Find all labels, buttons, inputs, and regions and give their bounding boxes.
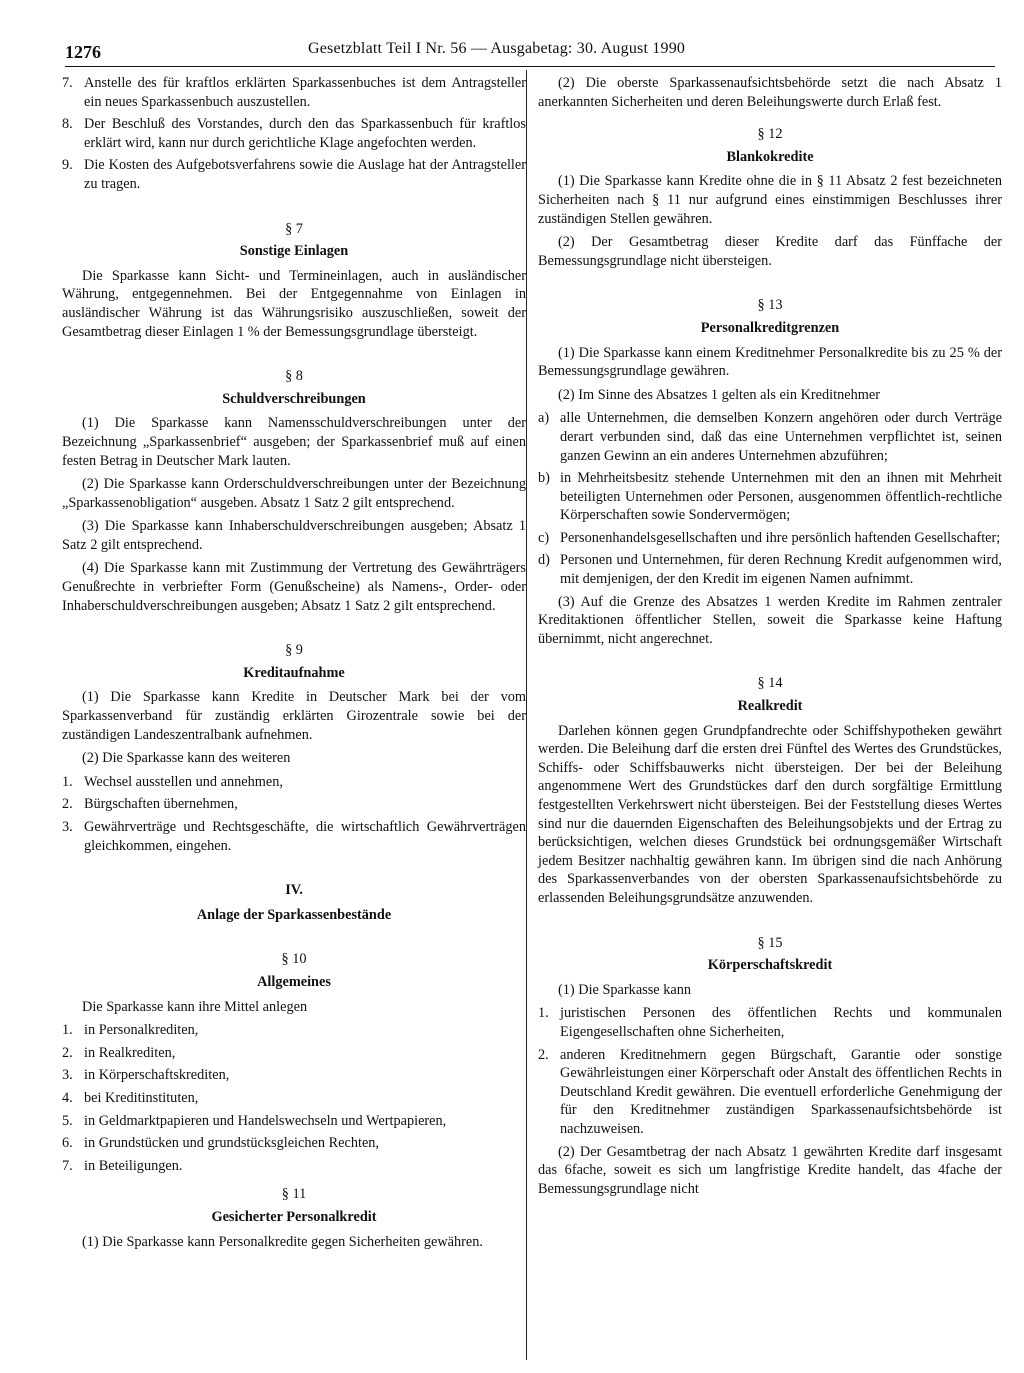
list-item: 7. Anstelle des für kraftlos erklärten Sparkassenbuches ist dem Antragsteller ein neues Sparkassenbuch auszustellen.	[62, 75, 526, 110]
paragraph: (1) Die Sparkasse kann einem Kreditnehmer Personalkredite bis zu 25 % der Bemessungsgrundlage gewähren.	[538, 344, 1002, 380]
paragraph: (2) Der Gesamtbetrag der nach Absatz 1 gewährten Kredite darf insgesamt das 6fache, soweit es sich um langfristige Kredite handelt, das 4fache der Bemessungsgrundlage nicht	[538, 1143, 1002, 1197]
section-title: Blankokredite	[726, 148, 814, 165]
list-item: 5. in Geldmarktpapieren und Handelswechseln und Wertpapieren,	[62, 1112, 447, 1129]
list-item: 1. juristischen Personen des öffentlichen Rechts und kommunalen Eigengesellschaften ohne Sicherheiten,	[538, 1005, 1002, 1040]
section-number: § 13	[757, 297, 783, 314]
list-item: 4. bei Kreditinstituten,	[62, 1089, 199, 1106]
list-item: 9. Die Kosten des Aufgebotsverfahrens sowie die Auslage hat der Antragsteller zu tragen.	[62, 157, 526, 192]
section-title: Gesicherter Personalkredit	[211, 1208, 377, 1225]
section-title: Sonstige Einlagen	[239, 243, 349, 260]
list-item: 8. Der Beschluß des Vorstandes, durch den das Sparkassenbuch für kraftlos erklärt wird, kann nur durch gerichtliche Klage angefochten werden.	[62, 116, 526, 151]
paragraph: (2) Die Sparkasse kann Orderschuldverschreibungen unter der Bezeichnung „Sparkassenobligation“ ausgeben. Absatz 1 Satz 2 gilt entsprechend.	[62, 476, 526, 511]
page-header	[65, 34, 995, 66]
paragraph: (2) Die Sparkasse kann des weiteren	[82, 750, 291, 767]
right-column	[538, 74, 1002, 1203]
paragraph: Darlehen können gegen Grundpfandrechte oder Schiffshypotheken gewährt werden. Die Beleihung darf die ersten drei Fünftel des Wertes des Grundstückes, Schiffs- oder Schiffsbauwerks nicht übersteigen. Der bei der Beleihung angenommene Wert des Grundstückes darf den durch sorgfältige Ermittlung festgestellten Verkehrswert nicht übersteigen. Bei der Feststellung dieses Wertes sind nur die dauernden Eigenschaften des Beleihungsobjekts und der Ertrag zu berücksichtigen, welchen dieses Grundstück bei ordnungsgemäßer Wirtschaft jedem Besitzer nachhaltig gewähren kann. Im übrigen sind die nach Anhörung des Sparkassenverbandes von der obersten Sparkassenaufsichtsbehörde zu erlassenden Beleihungsgrundsätze anzuwenden.	[538, 722, 1002, 906]
section-title: Schuldverschreibungen	[222, 390, 366, 407]
column-divider	[526, 70, 527, 1360]
paragraph: (3) Die Sparkasse kann Inhaberschuldverschreibungen ausgeben; Absatz 1 Satz 2 gilt entsprechend.	[62, 518, 526, 553]
list-item: 6. in Grundstücken und grundstücksgleichen Rechten,	[62, 1135, 380, 1152]
list-item: c) Personenhandelsgesellschaften und ihre persönlich haftenden Gesellschafter;	[538, 529, 1001, 546]
header-rule	[65, 66, 995, 67]
list-item: 1. in Personalkrediten,	[62, 1022, 199, 1039]
list-item: 2. anderen Kreditnehmern gegen Bürgschaft, Garantie oder sonstige Gewährleistungen einer Körperschaft oder Anstalt des öffentlichen Rechts in Deutschland Kredit gewähren. Die eventuell erforderliche Genehmigung der für den Kreditnehmer zuständigen Sparkassenaufsichtsbehörde ist nachzuweisen.	[538, 1046, 1002, 1137]
section-number: § 9	[285, 642, 303, 659]
paragraph: (2) Die oberste Sparkassenaufsichtsbehörde setzt die nach Absatz 1 anerkannten Sicherheiten und deren Beleihungswerte durch Erlaß fest.	[538, 75, 1002, 110]
paragraph: (2) Der Gesamtbetrag dieser Kredite darf das Fünffache der Bemessungsgrundlage nicht übersteigen.	[538, 234, 1002, 269]
paragraph: Die Sparkasse kann ihre Mittel anlegen	[82, 998, 308, 1015]
paragraph: (1) Die Sparkasse kann Kredite in Deutscher Mark bei der vom Sparkassenverband für zuständig erklärten Girozentrale sowie bei der zuständigen Landeszentralbank aufnehmen.	[62, 689, 526, 743]
list-item: 2. Bürgschaften übernehmen,	[62, 796, 238, 813]
page-number: 1276	[65, 42, 101, 62]
paragraph: (1) Die Sparkasse kann Kredite ohne die in § 11 Absatz 2 fest bezeichneten Sicherheiten nach § 11 nur aufgrund eines einstimmigen Beschlusses ihrer zuständigen Stellen gewähren.	[538, 173, 1002, 227]
list-item: 3. Gewährverträge und Rechtsgeschäfte, die wirtschaftlich Gewährverträgen gleichkommen, eingehen.	[62, 819, 526, 854]
list-item: 3. in Körperschaftskrediten,	[62, 1067, 230, 1084]
section-number: § 7	[285, 220, 303, 237]
paragraph: (2) Im Sinne des Absatzes 1 gelten als ein Kreditnehmer	[558, 386, 880, 403]
paragraph: (1) Die Sparkasse kann	[558, 981, 692, 998]
section-title: Personalkreditgrenzen	[700, 319, 840, 336]
section-number: § 10	[281, 951, 307, 968]
list-item: d) Personen und Unternehmen, für deren Rechnung Kredit aufgenommen wird, mit demjenigen, der den Kredit im eigenen Namen aufnimmt.	[538, 552, 1002, 588]
section-number: § 8	[285, 368, 303, 385]
section-title: Allgemeines	[257, 973, 331, 990]
paragraph: Die Sparkasse kann Sicht- und Termineinlagen, auch in ausländischer Währung, entgegennehmen. Bei der Entgegennahme von Einlagen in ausländischer Währung ist das Währungsrisiko auszuschließen, soweit der Gesamtbetrag dieser Einlagen 1 % der Bemessungsgrundlage übersteigt.	[62, 267, 526, 340]
paragraph: (1) Die Sparkasse kann Namensschuldverschreibungen unter der Bezeichnung „Sparkassenbrief“ ausgeben; der Sparkassenbrief muß auf einen festen Betrag in Deutscher Mark lauten.	[62, 415, 526, 469]
section-title: Kreditaufnahme	[243, 664, 345, 681]
section-number: § 11	[281, 1186, 307, 1203]
paragraph: (4) Die Sparkasse kann mit Zustimmung der Vertretung des Gewährträgers Genußrechte in verbriefter Form (Genußscheine) als Namens-, Order- oder Inhaberschuldverschreibungen ausgeben; Absatz 1 Satz 2 gilt entsprechend.	[62, 560, 526, 614]
list-item: b) in Mehrheitsbesitz stehende Unternehmen mit den an ihnen mit Mehrheit beteiligten Unternehmen oder Personen, ausgenommen öffentlich-rechtliche Körperschaften sowie Sondervermögen;	[538, 470, 1002, 524]
section-number: § 14	[757, 675, 783, 692]
part-title: Anlage der Sparkassenbestände	[196, 906, 392, 923]
list-item: 1. Wechsel ausstellen und annehmen,	[62, 773, 283, 790]
section-number: § 12	[757, 126, 783, 143]
header-title: Gesetzblatt Teil I Nr. 56 — Ausgabetag: 30. August 1990	[308, 40, 686, 57]
paragraph: (1) Die Sparkasse kann Personalkredite gegen Sicherheiten gewähren.	[82, 1233, 483, 1250]
paragraph: (3) Auf die Grenze des Absatzes 1 werden Kredite im Rahmen zentraler Kreditaktionen öffentlicher Stellen, soweit die Sparkasse keine Haftung übernimmt, nicht angerechnet.	[538, 593, 1002, 647]
list-item: a) alle Unternehmen, die demselben Konzern angehören oder durch Verträge derart verbunden sind, daß das eine Unternehmen verpflichtet ist, seinen ganzen Gewinn an ein anderes Unternehmen abzuführen;	[538, 410, 1002, 464]
section-title: Körperschaftskredit	[707, 957, 833, 974]
section-title: Realkredit	[737, 698, 803, 715]
part-number: IV.	[285, 882, 303, 899]
section-number: § 15	[757, 934, 783, 951]
list-item: 2. in Realkrediten,	[62, 1044, 176, 1061]
left-column	[62, 74, 526, 1256]
list-item: 7. in Beteiligungen.	[62, 1157, 183, 1174]
